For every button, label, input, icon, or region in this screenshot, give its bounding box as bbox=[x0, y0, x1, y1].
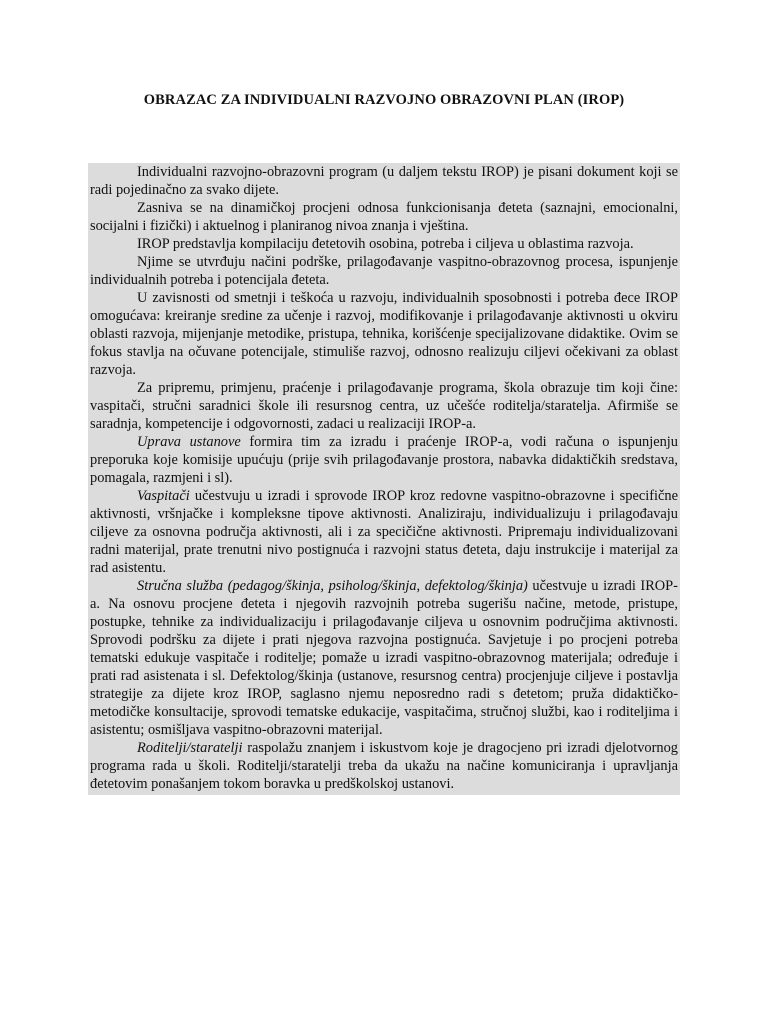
paragraph-basis bbox=[90, 199, 678, 235]
paragraph-text: Zasniva se na dinamičkoj procjeni odnosa funkcionisanja đeteta (saznajni, emocionalni, socijalni i fizički) i aktuelnog i planiranog nivoa znanja i vještina. bbox=[90, 200, 678, 234]
paragraph-text: U zavisnosti od smetnji i teškoća u razvoju, individualnih sposobnosti i potreba đece IROP omogućava: kreiranje sredine za učenje i razvoj, modifikovanje i prilagođavanje aktivnosti u okviru oblasti razvoja, mijenjanje metodike, pristupa, tehnika, korišćenje specijalizovane didaktike. Ovim se fokus stavlja na očuvane potencijale, stimuliše razvoj, odnosno realizuju ciljevi očekivani za oblast razvoja. bbox=[90, 290, 678, 378]
paragraph-lead: Uprava ustanove bbox=[137, 434, 241, 450]
paragraph-lead: Stručna služba (pedagog/škinja, psiholog/škinja, defektolog/škinja) bbox=[137, 578, 528, 594]
paragraph-text: učestvuju u izradi i sprovode IROP kroz redovne vaspitno-obrazovne i specifične aktivnosti, vršnjačke i kompleksne tipove aktivnosti. Analiziraju, individualizuju i prilagođavaju ciljeve za osnovna područja aktivnosti, ali i za specičične aktivnosti. Pripremaju individualizovani radni materijal, prate trenutni nivo postignuća i razvojni status đeteta, daju instrukcije i materijal za rad asistentu. bbox=[90, 488, 678, 576]
paragraph-text: učestvuje u izradi IROP-a. Na osnovu procjene đeteta i njegovih razvojnih potreba sugerišu načine, metode, pristupe, postupke, tehnike za individualizaciju i prilagođavanje ciljeva u osnovnim područjima aktivnosti. Sprovodi podršku za dijete i prati njegova razvojna postignuća. Savjetuje i po procjeni potreba tematski edukuje vaspitače i roditelje; pomaže u izradi vaspitno-obrazovnog materijala; određuje i prati rad asistenata i sl. Defektolog/škinja (ustanove, resursnog centra) procjenjuje ciljeve i postavlja strategije za dijete kroz IROP, saglasno njemu neposredno radi s đetetom; pruža didaktičko-metodičke konsultacije, sprovodi tematske edukacije, vaspitačima, stručnoj službi, kao i roditeljima i asistentu; osmišljava vaspitno-obrazovni materijal. bbox=[90, 578, 678, 738]
paragraph-lead: Roditelji/staratelji bbox=[137, 740, 243, 756]
paragraph-compilation bbox=[90, 235, 678, 253]
paragraph-text: raspolažu znanjem i iskustvom koje je dragocjeno pri izradi djelotvornog programa rada u školi. Roditelji/staratelji treba da ukažu na načine komuniciranja i upravljanja đetetovim ponašanjem tokom boravka u predškolskoj ustanovi. bbox=[90, 740, 678, 792]
paragraph-administration bbox=[90, 433, 678, 487]
paragraph-support bbox=[90, 253, 678, 289]
paragraph-text: IROP predstavlja kompilaciju đetetovih osobina, potreba i ciljeva u oblastima razvoja. bbox=[137, 236, 634, 252]
paragraph-educators bbox=[90, 487, 678, 577]
document-body bbox=[88, 163, 680, 795]
paragraph-text: Individualni razvojno-obrazovni program (u daljem tekstu IROP) je pisani dokument koji se radi pojedinačno za svako dijete. bbox=[90, 164, 678, 198]
paragraph-text: formira tim za izradu i praćenje IROP-a, vodi računa o ispunjenju preporuka koje komisije upućuju (prije svih prilagođavanje prostora, nabavka didaktičkih sredstava, pomagala, razmjeni i sl). bbox=[90, 434, 678, 486]
paragraph-parents bbox=[90, 739, 678, 793]
paragraph-professional-service bbox=[90, 577, 678, 739]
paragraph-text: Njime se utvrđuju načini podrške, prilagođavanje vaspitno-obrazovnog procesa, ispunjenje individualnih potreba i potencijala đeteta. bbox=[90, 254, 678, 288]
paragraph-possibilities bbox=[90, 289, 678, 379]
paragraph-definition bbox=[90, 163, 678, 199]
paragraph-lead: Vaspitači bbox=[137, 488, 190, 504]
paragraph-team bbox=[90, 379, 678, 433]
paragraph-text: Za pripremu, primjenu, praćenje i prilagođavanje programa, škola obrazuje tim koji čine: vaspitači, stručni saradnici škole ili resursnog centra, uz učešće roditelja/staratelja. Afirmiše se saradnja, kompetencije i odgovornosti, zadaci u realizaciji IROP-a. bbox=[90, 380, 678, 432]
page-title: OBRAZAC ZA INDIVIDUALNI RAZVOJNO OBRAZOVNI PLAN (IROP) bbox=[143, 92, 625, 108]
